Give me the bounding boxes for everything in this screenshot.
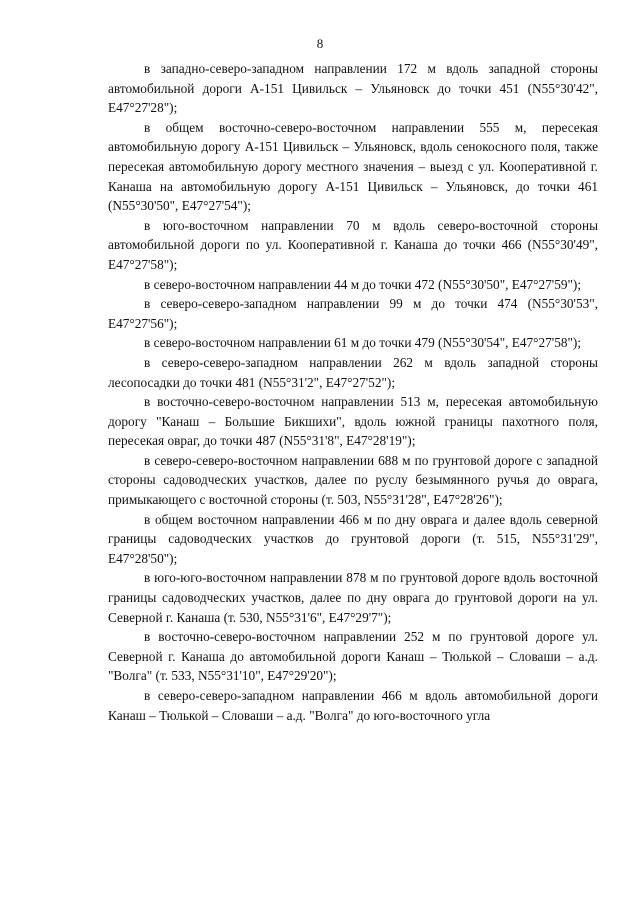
paragraph: в западно-северо-западном направлении 172 м вдоль западной стороны автомобильной дороги А-151 Цивильск – Ульяновск до точки 451 (N55°30'42", E47°27'28"); [108,61,598,116]
paragraph: в восточно-северо-восточном направлении 252 м по грунтовой дороге ул. Северной г. Канаша до автомобильной дороги Канаш – Тюлькой – Словаши – а.д. "Волга" (т. 533, N55°31'10", E47°29'20"); [108,629,598,684]
paragraph: в восточно-северо-восточном направлении 513 м, пересекая автомобильную дорогу "Канаш – Большие Бикшихи", вдоль южной границы пахотного поля, пересекая овраг, до точки 487 (N55°31'8", E47°28'19"); [108,394,598,449]
paragraph: в общем восточно-северо-восточном направлении 555 м, пересекая автомобильную дорогу А-151 Цивильск – Ульяновск, вдоль сенокосного поля, также пересекая автомобильную дорогу местного значения – выезд с ул. Кооперативной г. Канаша на автомобильную дорогу А-151 Цивильск – Ульяновск, до точки 461 (N55°30'50", E47°27'54"); [108,119,598,214]
paragraph: в северо-северо-восточном направлении 688 м по грунтовой дороге с западной стороны садоводческих участков, далее по руслу безымянного ручья до оврага, примыкающего с восточной стороны (т. 503, N55°31'28", E47°28'26"); [108,452,598,508]
paragraph: в северо-северо-западном направлении 262 м вдоль западной стороны лесопосадки до точки 481 (N55°31'2", E47°27'52"); [108,354,598,390]
paragraph: в северо-восточном направлении 61 м до точки 479 (N55°30'54", E47°27'58"); [144,335,582,351]
paragraph: в общем восточном направлении 466 м по дну оврага и далее вдоль северной границы садоводческих участков до грунтовой дороги (т. 515, N55°31'29", E47°28'50"); [108,511,598,566]
document-body [108,59,598,725]
paragraph: в юго-юго-восточном направлении 878 м по грунтовой дороге вдоль восточной границы садоводческих участков, далее по дну оврага до грунтовой дороги на ул. Северной г. Канаша (т. 530, N55°31'6", E47°29'7"); [108,570,598,625]
paragraph: в северо-восточном направлении 44 м до точки 472 (N55°30'50", E47°27'59"); [144,276,582,292]
paragraph: в юго-восточном направлении 70 м вдоль северо-восточной стороны автомобильной дороги по ул. Кооперативной г. Канаша до точки 466 (N55°30'49", E47°27'58"); [108,217,598,272]
paragraph: в северо-северо-западном направлении 99 м до точки 474 (N55°30'53", E47°27'56"); [108,296,598,331]
page-number: 8 [316,36,324,51]
paragraph: в северо-северо-западном направлении 466 м вдоль автомобильной дороги Канаш – Тюлькой – Словаши – а.д. "Волга" до юго-восточного угла [108,688,598,723]
